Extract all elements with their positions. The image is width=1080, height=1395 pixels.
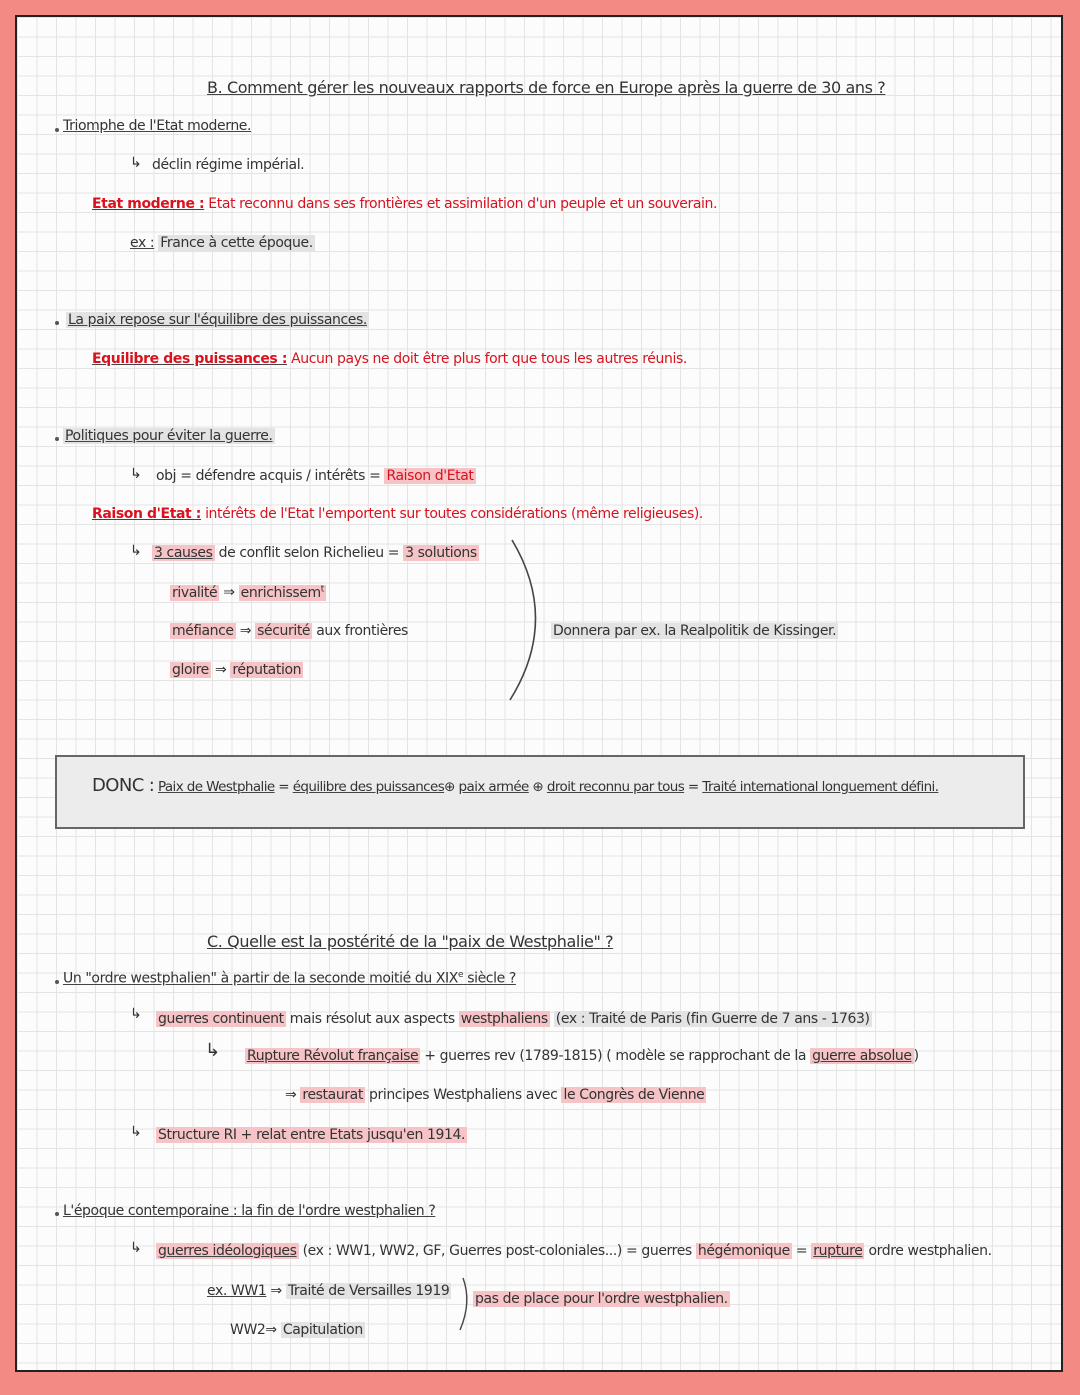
c1-arrow-icon: ↳ (130, 1006, 142, 1022)
c1-l4-hl: Structure RI + relat entre Etats jusqu'en 1914. (158, 1127, 466, 1143)
b3-causes-hl: 3 causes (154, 545, 213, 561)
implies-icon: ⇒ (285, 1087, 297, 1103)
bracket-mark (460, 1278, 467, 1330)
b3-sub-text: obj = défendre acquis / intérêts = (156, 468, 381, 484)
b3-def-term: Raison d'Etat : (92, 506, 201, 522)
implies-icon: ⇒ (214, 662, 227, 678)
c2-ex2-text: Capitulation (282, 1322, 363, 1338)
c1-l1-ex: (ex : Traité de Paris (fin Guerre de 7 ans - 1763) (555, 1011, 870, 1027)
c1-title-sup: e (457, 970, 464, 980)
c1-l3-hl2: le Congrès de Vienne (563, 1087, 705, 1103)
b2-def-term: Equilibre des puissances : (92, 351, 288, 367)
c1-l2-end: ) (913, 1048, 919, 1064)
c1-arrow-icon: ↳ (130, 1124, 142, 1140)
b1-def-term: Etat moderne : (92, 196, 205, 212)
c2-l1-hl2: hégémonique (697, 1243, 790, 1259)
plus-icon: ⊕ (444, 779, 455, 795)
c1-l1-mid: mais résolut aux aspects (289, 1011, 455, 1027)
c1-l1-hl: guerres continuent (158, 1011, 284, 1027)
b3-causes-mid: de conflit selon Richelieu = (218, 545, 400, 561)
implies-icon: ⇒ (239, 623, 252, 639)
bullet (55, 980, 59, 984)
b3-sub-hl: Raison d'Etat (386, 468, 474, 484)
implies-icon: ⇒ (270, 1283, 282, 1299)
c1-l3-mid: principes Westphaliens avec (369, 1087, 558, 1103)
pair-cause: gloire (172, 662, 209, 678)
c2-l1-hl3: rupture (813, 1243, 863, 1259)
b1-ex-text: France à cette époque. (160, 235, 313, 251)
summary-eq2: = (687, 779, 699, 795)
c1-title (63, 970, 516, 987)
bullet (55, 1212, 59, 1216)
pair-solution: réputation (232, 662, 302, 678)
c1-title-end: siècle ? (467, 970, 516, 987)
b1-title: Triomphe de l'Etat moderne. (63, 118, 252, 134)
c2-line1 (156, 1243, 992, 1259)
c2-note (473, 1291, 730, 1307)
c2-note-text: pas de place pour l'ordre westphalien. (475, 1291, 728, 1307)
pair-cause: rivalité (172, 584, 218, 601)
pair-solution-sup: t (320, 584, 324, 594)
c1-line1 (156, 1011, 872, 1027)
b3-note (551, 623, 838, 639)
c1-line2 (245, 1048, 919, 1064)
pair-cause: méfiance (172, 623, 234, 639)
c1-l2-hl2: guerre absolue (812, 1048, 912, 1064)
c2-title: L'époque contemporaine : la fin de l'ordre westphalien ? (63, 1203, 436, 1219)
summary-eq1: = (278, 779, 289, 795)
b1-ex-label: ex : (130, 235, 155, 251)
b3-note-text: Donnera par ex. la Realpolitik de Kissinger. (553, 623, 837, 639)
b3-arrow-icon: ↳ (130, 466, 142, 482)
c1-l2-hl: Rupture Révolut française (247, 1048, 419, 1064)
section-b-title: B. Comment gérer les nouveaux rapports de force en Europe après la guerre de 30 ans ? (207, 78, 886, 97)
pair-solution-text: enrichissem (240, 584, 321, 601)
c2-example2 (230, 1322, 365, 1338)
plus-icon: ⊕ (532, 779, 544, 795)
c2-example1 (207, 1283, 451, 1299)
implies-icon: ⇒ (265, 1322, 277, 1338)
summary-droit: droit reconnu par tous (546, 779, 685, 795)
summary-equilibre: équilibre des puissances (292, 779, 445, 795)
summary-paix-armee: paix armée (458, 779, 529, 795)
b3-title-text: Politiques pour éviter la guerre. (65, 428, 273, 444)
b2-def-text: Aucun pays ne doit être plus fort que tous les autres réunis. (291, 351, 687, 367)
c1-l2-mid: + guerres rev (1789-1815) ( modèle se rapprochant de la (424, 1048, 807, 1064)
summary-donc: DONC : (92, 775, 155, 796)
b2-title-text: La paix repose sur l'équilibre des puissances. (68, 312, 367, 328)
c1-title-text: Un "ordre westphalien" à partir de la seconde moitié du XIX (63, 970, 458, 987)
c2-l1-end: ordre westphalien. (868, 1243, 992, 1259)
c1-sub-arrow-icon: ↳ (205, 1040, 220, 1061)
c2-arrow-icon: ↳ (130, 1240, 142, 1256)
pair-solution: sécurité (257, 623, 311, 639)
implies-icon: ⇒ (223, 584, 235, 601)
b1-arrow-icon: ↳ (130, 155, 142, 171)
b1-def-text: Etat reconnu dans ses frontières et assimilation d'un peuple et un souverain. (208, 196, 718, 212)
c2-ex2-label: WW2 (230, 1322, 266, 1338)
summary-text (92, 775, 938, 796)
bracket-mark (510, 540, 536, 700)
c2-l1-hl: guerres idéologiques (158, 1243, 297, 1259)
c1-line3 (285, 1087, 706, 1103)
summary-paix: Paix de Westphalie (157, 779, 275, 795)
c1-l3-hl: restaurat (302, 1087, 363, 1103)
section-c-title: C. Quelle est la postérité de la "paix de Westphalie" ? (207, 932, 614, 951)
c2-ex1-label: ex. WW1 (207, 1283, 267, 1299)
b3-causes-hl2: 3 solutions (405, 545, 477, 561)
pair-extra: aux frontières (316, 623, 408, 639)
b1-sub: déclin régime impérial. (152, 157, 305, 173)
c2-l1-eq: = (795, 1243, 808, 1259)
summary-traite: Traité international longuement défini. (702, 779, 939, 795)
c1-l1-hl2: westphaliens (460, 1011, 548, 1027)
c1-line4 (156, 1127, 467, 1143)
c2-ex1-text: Traité de Versailles 1919 (287, 1283, 450, 1299)
c2-l1-mid: (ex : WW1, WW2, GF, Guerres post-coloniales...) = guerres (302, 1243, 692, 1259)
b3-causes-arrow-icon: ↳ (130, 543, 142, 559)
b3-def-text: intérêts de l'Etat l'emportent sur toutes considérations (même religieuses). (205, 506, 703, 522)
